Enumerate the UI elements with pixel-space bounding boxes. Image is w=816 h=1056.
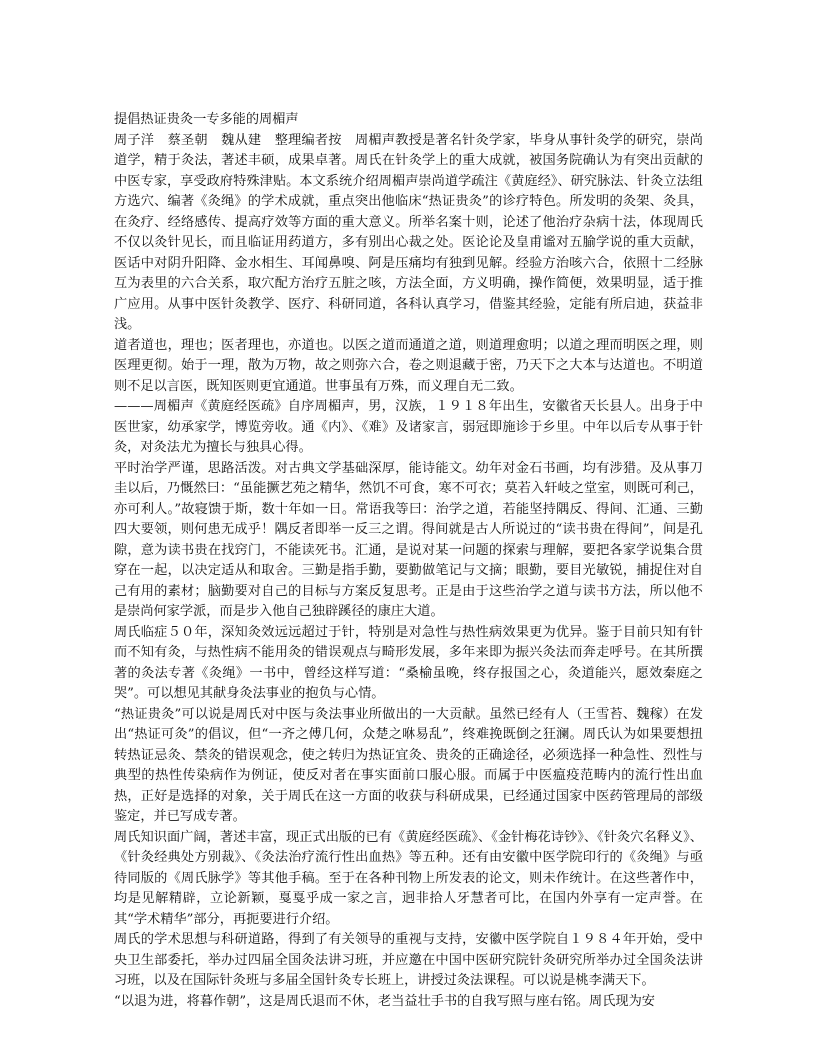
paragraph-publications: 周氏知识面广阔，著述丰富，现正式出版的已有《黄庭经医疏》、《金针梅花诗钞》、《针灸穴名释义》、《针灸经典处方别裁》、《灸法治疗流行性出血热》等五种。还有由安徽中医学院印行的《灸绳》与亟待同版的《周氏脉学》等其他手稿。至于在各种刊物上所发表的论文，则未作统计。在这些著作中，均是见解精辟，立论新颖，戛戛乎成一家之言，迥非拾人牙慧者可比，在国内外享有一定声誉。在其“学术精华”部分，再扼要进行介绍。 [114, 829, 703, 927]
paragraph-study-methods: 平时治学严谨，思路活泼。对古典文学基础深厚，能诗能文。幼年对金石书画，均有涉猎。及从事刀圭以后，乃慨然曰：“虽能撅艺苑之精华，然饥不可食，寒不可衣；莫若入轩岐之堂室，则既可利己，亦可利人。”故寝馈于斯，数十年如一日。常语我等曰：治学之道，若能坚持隅反、得间、汇通、三勤四大要领，则何患无成乎！隅反者即举一反三之谓。得间就是古人所说过的“读书贵在得间”，间是孔隙，意为读书贵在找窍门，不能读死书。汇通，是说对某一问题的探索与理解，要把各家学说集合贯穿在一起，以决定适从和取舍。三勤是指手勤，要勤做笔记与文摘；眼勤，要目光敏锐，捕捉住对自己有用的素材；脑勤要对自己的目标与方案反复思考。正是由于这些治学之道与读书方法，所以他不是崇尚何家学派，而是步入他自己独辟蹊径的康庄大道。 [114, 460, 703, 619]
article-title: 提倡热证贵灸一专多能的周楣声 [114, 112, 299, 127]
paragraph-heat-syndrome: “热证贵灸”可以说是周氏对中医与灸法事业所做出的一大贡献。虽然已经有人（王雪苔、魏稼）在发出“热证可灸”的倡议，但“一齐之傅几何，众楚之咻易乱”，终难挽既倒之狂澜。周氏认为如果要想扭转热证忌灸、禁灸的错误观念，使之转归为热证宜灸、贵灸的正确途径，必须选择一种急性、烈性与典型的热性传染病作为例证，使反对者在事实面前口服心服。而属于中医瘟疫范畴内的流行性出血热，正好是选择的对象，关于周氏在这一方面的收获与科研成果，已经通过国家中医药管理局的部级鉴定，并已写成专著。 [114, 706, 703, 824]
paragraph-teaching: 周氏的学术思想与科研道路，得到了有关领导的重视与支持，安徽中医学院自１９８４年开始，受中央卫生部委托，举办过四届全国灸法讲习班，并应邀在中国中医研究院针灸研究所举办过全国灸法讲习班，以及在国际针灸班与多届全国针灸专长班上，讲授过灸法课程。可以说是桃李满天下。 [114, 932, 703, 988]
paragraph-moxibustion-advocacy: 周氏临症５０年，深知灸效远远超过于针，特别是对急性与热性病效果更为优异。鉴于目前只知有针而不知有灸，与热性病不能用灸的错误观点与畸形发展，多年来即为振兴灸法而奔走呼号。在其所撰著的灸法专著《灸绳》一书中，曾经这样写道：“桑榆虽晚，终存报国之心，灸道能兴，愿效秦庭之哭”。可以想见其献身灸法事业的抱负与心情。 [114, 624, 703, 701]
paragraph-motto: “以退为进，将暮作朝”，这是周氏退而不休，老当益壮手书的自我写照与座右铭。周氏现为安 [114, 993, 655, 1009]
paragraph-epigraph: 道者道也，理也；医者理也，亦道也。以医之道而通道之道，则道理愈明；以道之理而明医之理，则医理更彻。始于一理，散为万物，故之则弥六合，卷之则退藏于密，乃天下之大本与达道也。不明道则不足以言医，既知医则更宜通道。世事虽有万殊，而义理自无二致。 [114, 337, 703, 394]
paragraph-byline-editor-note: 周子洋 蔡圣朝 魏从建 整理编者按 周楣声教授是著名针灸学家，毕身从事针灸学的研究，崇尚道学，精于灸法，著述丰硕，成果卓著。周氏在针灸学上的重大成就，被国务院确认为有突出贡献的中医专家，享受政府特殊津贴。本文系统介绍周楣声崇尚道学疏注《黄庭经》、研究脉法、针灸立法组方选穴、编著《灸绳》的学术成就，重点突出他临床“热证贵灸”的诊疗特色。所发明的灸架、灸具，在灸疗、经络感传、提高疗效等方面的重大意义。所举名案十则，论述了他治疗杂病十法，体现周氏不仅以灸针见长，而且临证用药道方，多有别出心裁之处。医论论及皇甫谧对五腧学说的重大贡献，医话中对阴升阳降、金水相生、耳闻鼻嗅、阿是压痛均有独到见解。经验方治咳六合，依照十二经脉互为表里的六合关系，取穴配方治疗五脏之咳，方法全面，方义明确，操作简便，效果明显，适于推广应用。从事中医针灸教学、医疗、科研同道，各科认真学习，借鉴其经验，定能有所启迪，获益非浅。 [114, 132, 703, 332]
paragraph-biography: ———周楣声《黄庭经医疏》自序周楣声，男，汉族，１９１８年出生，安徽省天长县人。出身于中医世家，幼承家学，博览旁收。通《内》、《难》及诸家言，弱冠即施诊于乡里。中年以后专从事于针灸，对灸法尤为擅长与独具心得。 [114, 399, 703, 455]
document-page [114, 110, 703, 1012]
